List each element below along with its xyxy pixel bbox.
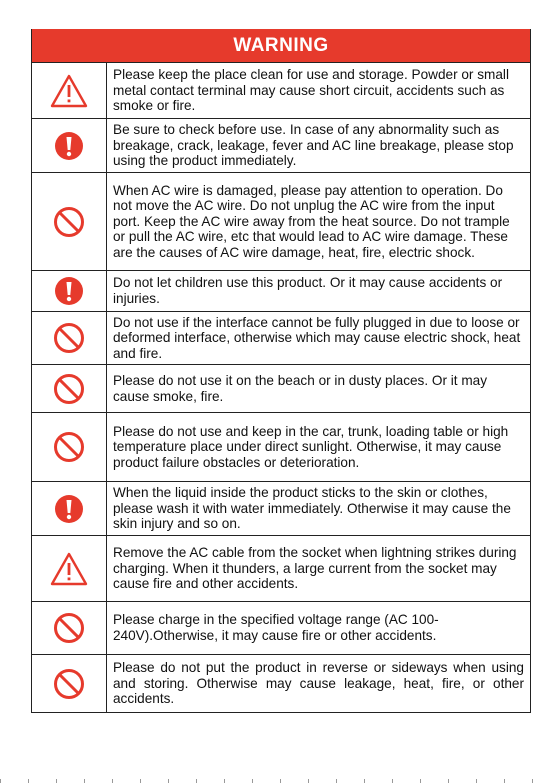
warning-row: [32, 535, 530, 601]
warning-row: [32, 601, 530, 654]
warning-text: Do not use if the interface cannot be fully plugged in due to loose or deformed interface, otherwise which may cause electric shock, heat and fire.: [113, 314, 521, 361]
warning-text: Remove the AC cable from the socket when lightning strikes during charging. When it thunders, a large current from the socket may cause fire and other accidents.: [113, 545, 517, 592]
warning-row: [32, 654, 530, 712]
exclamation-circle-icon: [32, 119, 107, 172]
warning-row: [32, 118, 530, 172]
warning-row: [32, 412, 530, 481]
warning-table: [31, 29, 531, 713]
warning-text: Please do not put the product in reverse or sideways when using and storing. Otherwise may cause leakage, heat, fire, or other accidents.: [113, 660, 524, 707]
warning-text: Please do not use and keep in the car, trunk, loading table or high temperature place under direct sunlight. Otherwise, it may cause product failure obstacles or deterioration.: [113, 423, 509, 470]
exclamation-circle-icon: [32, 271, 107, 311]
warning-text: When AC wire is damaged, please pay attention to operation. Do not move the AC wire. Do not unplug the AC wire from the input port. Keep the AC wire away from the heat source. Do not trample or pull the AC wire, etc that would lead to AC wire damage. These are the causes of AC wire damage, heat, fire, electric shock.: [113, 182, 510, 260]
caution-triangle-icon: [32, 536, 107, 601]
warning-row: [32, 311, 530, 364]
warning-text: Please keep the place clean for use and storage. Powder or small metal contact terminal may cause short circuit, accidents such as smoke or fire.: [113, 67, 509, 114]
warning-row: [32, 62, 530, 118]
warning-row: [32, 364, 530, 412]
exclamation-circle-icon: [32, 482, 107, 535]
warning-row: [32, 481, 530, 535]
warning-text: Be sure to check before use. In case of any abnormality such as breakage, crack, leakage, fever and AC line breakage, please stop using the product immediately.: [113, 122, 514, 169]
page-edge-ticks: [0, 779, 559, 783]
warning-row: [32, 270, 530, 311]
warning-header: WARNING: [32, 29, 530, 62]
prohibition-circle-icon: [32, 602, 107, 654]
prohibition-circle-icon: [32, 655, 107, 712]
prohibition-circle-icon: [32, 312, 107, 364]
warning-text: Please do not use it on the beach or in dusty places. Or it may cause smoke, fire.: [113, 372, 488, 404]
warning-text: Please charge in the specified voltage range (AC 100-240V).Otherwise, it may cause fire or other accidents.: [113, 612, 439, 643]
caution-triangle-icon: [32, 63, 107, 118]
prohibition-circle-icon: [32, 365, 107, 412]
warning-row: [32, 172, 530, 270]
warning-text: Do not let children use this product. Or it may cause accidents or injuries.: [113, 275, 503, 306]
prohibition-circle-icon: [32, 413, 107, 481]
warning-text: When the liquid inside the product sticks to the skin or clothes, please wash it with water immediately. Otherwise it may cause the skin injury and so on.: [113, 485, 511, 532]
prohibition-circle-icon: [32, 173, 107, 270]
